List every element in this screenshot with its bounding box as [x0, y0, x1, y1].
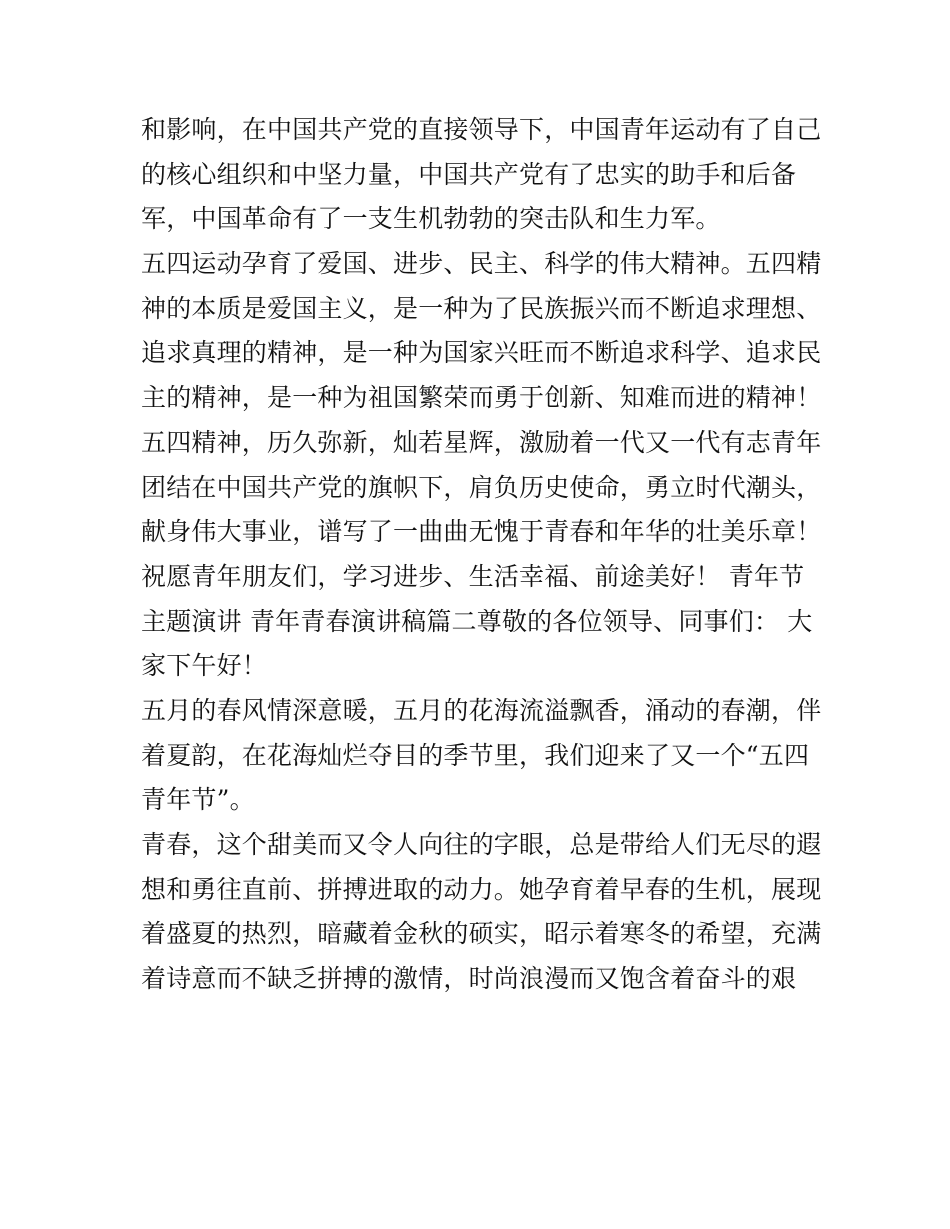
text-line: 主题演讲 青年青春演讲稿篇二尊敬的各位领导、同事们： 大	[141, 606, 813, 636]
text-line: 和影响，在中国共产党的直接领导下，中国青年运动有了自己	[141, 115, 822, 144]
text-line: 着夏韵，在花海灿烂夺目的季节里，我们迎来了又一个“五四	[141, 740, 810, 770]
text-line: 祝愿青年朋友们，学习进步、生活幸福、前途美好！ 青年节	[141, 561, 805, 591]
text-line: 五四运动孕育了爱国、进步、民主、科学的伟大精神。五四精	[141, 249, 822, 279]
text-line: 想和勇往直前、拼搏进取的动力。她孕育着早春的生机，展现	[141, 874, 822, 904]
text-line: 着盛夏的热烈，暗藏着金秋的硕实，昭示着寒冬的希望，充满	[141, 919, 822, 949]
text-line: 家下午好！	[141, 651, 268, 681]
text-line: 献身伟大事业，谱写了一曲曲无愧于青春和年华的壮美乐章！	[141, 517, 822, 547]
text-line: 追求真理的精神，是一种为国家兴旺而不断追求科学、追求民	[141, 338, 822, 368]
text-line: 五四精神，历久弥新，灿若星辉，激励着一代又一代有志青年	[141, 427, 822, 457]
text-line: 青年节”。	[141, 785, 255, 815]
text-line: 的核心组织和中坚力量，中国共产党有了忠实的助手和后备	[141, 159, 797, 189]
text-line: 五月的春风情深意暖，五月的花海流溢飘香，涌动的春潮，伴	[141, 695, 822, 725]
text-line: 青春，这个甜美而又令人向往的字眼，总是带给人们无尽的遐	[141, 830, 822, 859]
text-line: 着诗意而不缺乏拼搏的激情，时尚浪漫而又饱含着奋斗的艰	[141, 964, 797, 994]
body-text	[141, 108, 821, 1002]
text-line: 主的精神，是一种为祖国繁荣而勇于创新、知难而进的精神！	[141, 383, 822, 413]
text-line: 神的本质是爱国主义，是一种为了民族振兴而不断追求理想、	[141, 293, 822, 323]
text-line: 团结在中国共产党的旗帜下，肩负历史使命，勇立时代潮头，	[141, 472, 822, 502]
text-line: 军，中国革命有了一支生机勃勃的突击队和生力军。	[141, 204, 721, 234]
